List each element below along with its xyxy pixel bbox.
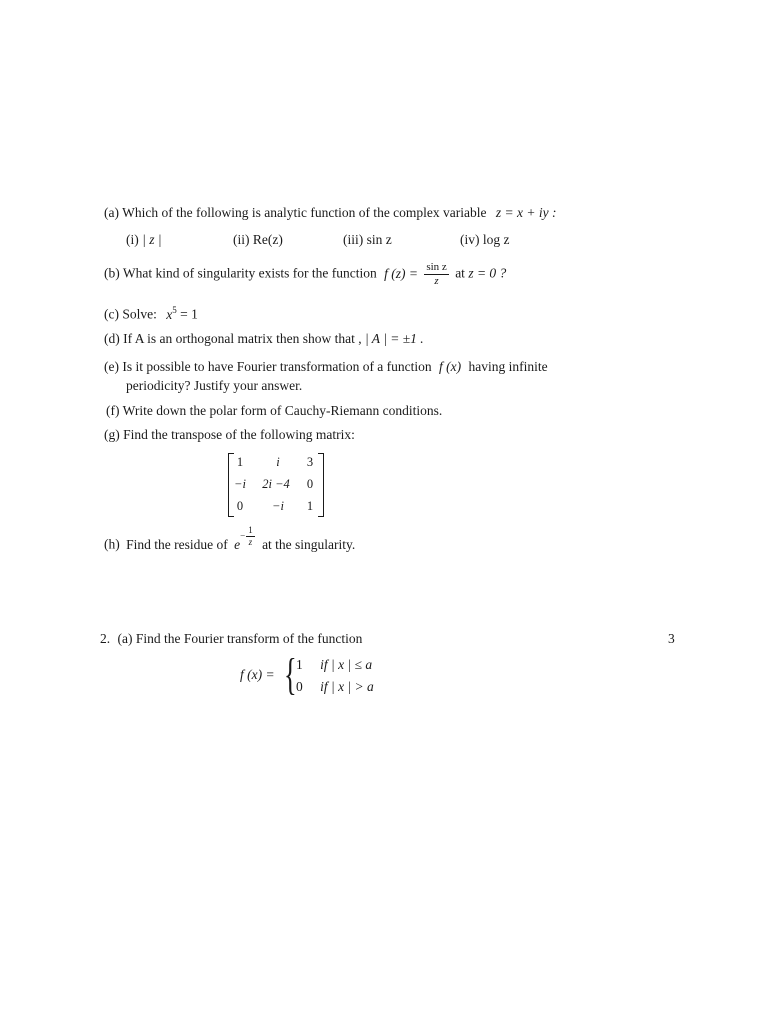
question-c <box>104 305 198 323</box>
question-f-label: (f) <box>106 403 120 418</box>
question-b-text: What kind of singularity exists for the function <box>122 265 377 281</box>
matrix-cell: 1 <box>306 499 314 513</box>
question-2-text: Find the Fourier transform of the function <box>135 631 363 646</box>
matrix-cell: i <box>276 455 280 469</box>
question-a-label: (a) <box>104 205 119 220</box>
piecewise-brace: { <box>284 650 297 699</box>
question-c-rhs: = 1 <box>180 306 198 322</box>
case-1-cond: if | x | ≤ a <box>320 657 373 672</box>
question-h-exp-num: 1 <box>248 525 253 535</box>
matrix-cell: 0 <box>236 499 244 513</box>
question-d-text: If A is an orthogonal matrix then show that , <box>123 331 362 346</box>
matrix-cell: 1 <box>236 455 244 469</box>
case-2-cond: if | x | > a <box>320 679 374 694</box>
option-iii <box>343 232 392 248</box>
question-a-math: z = x + iy : <box>495 205 557 220</box>
question-2-part: (a) <box>117 631 133 646</box>
matrix-cell: 2i −4 <box>262 477 290 491</box>
question-2-number: 2. <box>100 631 111 646</box>
question-h-label: (h) <box>104 536 120 552</box>
option-iii-expr: sin z <box>366 232 392 247</box>
question-d-label: (d) <box>104 331 120 346</box>
case-2-value: 0 <box>296 679 303 694</box>
question-c-base: x <box>166 306 173 322</box>
option-iv-expr: log z <box>482 232 510 247</box>
option-ii <box>233 232 283 248</box>
piecewise-case-1 <box>296 657 372 673</box>
case-1-value: 1 <box>296 657 303 672</box>
question-2-marks: 3 <box>668 631 675 646</box>
question-b-label: (b) <box>104 265 120 281</box>
question-a-text: Which of the following is analytic function of the complex variable <box>122 205 487 220</box>
question-h-exp-sign: − <box>240 530 246 541</box>
option-i-expr: | z | <box>142 232 162 247</box>
question-f <box>106 403 442 419</box>
piecewise-case-2 <box>296 679 374 695</box>
option-ii-label: (ii) <box>233 232 250 247</box>
question-a <box>104 205 556 221</box>
question-d <box>104 331 424 347</box>
question-f-text: Write down the polar form of Cauchy-Riemann conditions. <box>122 403 443 418</box>
question-h-exp-frac <box>246 526 255 547</box>
option-i-label: (i) <box>126 232 139 247</box>
question-d-math: | A | = ±1 . <box>364 331 424 346</box>
question-e-math: f (x) <box>439 359 462 374</box>
question-h-text-b: at the singularity. <box>262 536 356 552</box>
piecewise-lhs: f (x) = <box>240 667 275 682</box>
option-iii-label: (iii) <box>343 232 364 247</box>
matrix-cell: 3 <box>306 455 314 469</box>
question-e-line2: periodicity? Justify your answer. <box>126 378 303 393</box>
question-h <box>104 525 356 557</box>
question-c-text: Solve: <box>122 306 157 322</box>
question-b-numerator: sin z <box>426 261 447 273</box>
option-iv <box>460 232 510 248</box>
question-h-exponent <box>240 526 256 547</box>
question-h-base: e <box>234 536 241 552</box>
question-e-text-b: having infinite <box>468 359 548 374</box>
option-iv-label: (iv) <box>460 232 480 247</box>
question-b-tail: at <box>455 265 465 281</box>
matrix-cell: −i <box>234 477 246 491</box>
question-c-label: (c) <box>104 306 119 322</box>
question-b-point: z = 0 ? <box>468 265 507 281</box>
question-h-exp-den: z <box>248 537 253 547</box>
question-g-text: Find the transpose of the following matrix: <box>123 427 355 442</box>
matrix-cell: −i <box>272 499 284 513</box>
question-b <box>104 262 506 287</box>
question-e-text-a: Is it possible to have Fourier transformation of a function <box>122 359 432 374</box>
question-b-fz: f (z) = <box>384 265 418 281</box>
question-2 <box>100 631 362 647</box>
question-h-text-a: Find the residue of <box>126 536 228 552</box>
question-b-fraction <box>424 262 448 287</box>
question-g-label: (g) <box>104 427 120 442</box>
question-g <box>104 427 355 443</box>
question-c-exponent: 5 <box>172 305 177 315</box>
question-e-label: (e) <box>104 359 119 374</box>
matrix-cell: 0 <box>306 477 314 491</box>
question-b-denominator: z <box>434 275 439 287</box>
option-ii-expr: Re(z) <box>252 232 283 247</box>
option-i <box>126 232 162 248</box>
question-e-line1 <box>104 359 548 375</box>
